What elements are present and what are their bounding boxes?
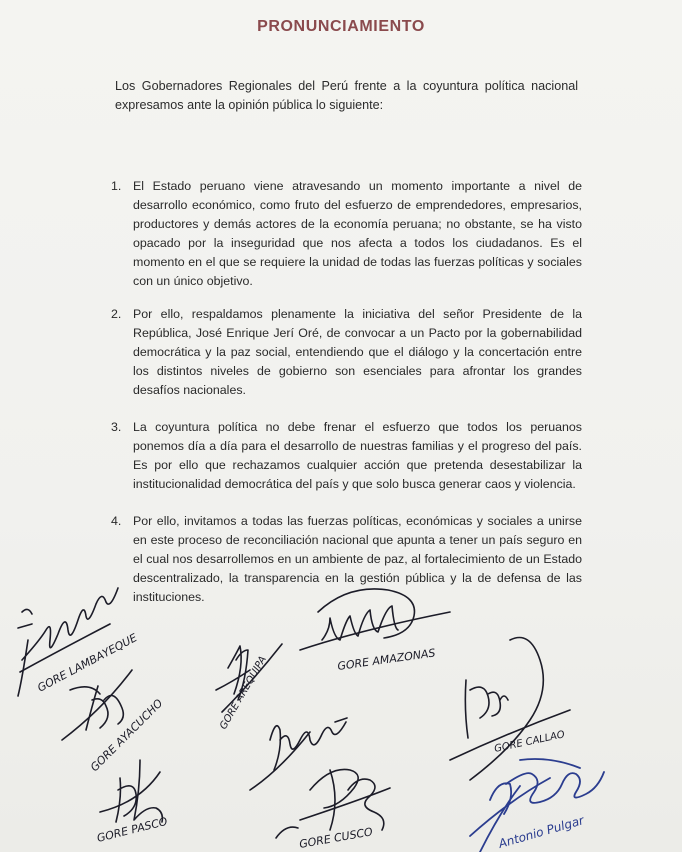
- clause-text: Por ello, invitamos a todas las fuerzas políticas, económicas y sociales a unirse en este proceso de reconciliación nacional que apunta a tener un país seguro en el cual nos desarrollemos en un ambiente de paz, al fortalecimiento de un Estado descentralizado, la transparencia en la gestión pública y la de defensa de las instituciones.: [133, 514, 582, 604]
- document-title: PRONUNCIAMIENTO: [257, 18, 425, 35]
- clause-1: [111, 177, 582, 291]
- clause-number: 4.: [111, 514, 122, 528]
- signature-label: Antonio Pulgar: [496, 813, 586, 851]
- clause-text: El Estado peruano viene atravesando un momento importante a nivel de desarrollo económico, como fruto del esfuerzo de emprendedores, empresarios, productores y demás actores de la economía peruana; no obstante, se ha visto opacado por la inseguridad que nos afecta a todos los ciudadanos. Es el momento en el que se requiere la unidad de todas las fuerzas políticas y sociales con un único objetivo.: [133, 179, 582, 288]
- intro-paragraph: Los Gobernadores Regionales del Perú frente a la coyuntura política nacional expresamos ante la opinión pública lo siguiente:: [115, 79, 578, 112]
- signature-label: GORE AREQUIPA: [218, 654, 269, 732]
- signature-label: GORE AMAZONAS: [336, 646, 437, 673]
- clause-number: 3.: [111, 420, 122, 434]
- signature-label: GORE AYACUCHO: [87, 696, 166, 775]
- signature-label: GORE CUSCO: [298, 825, 374, 851]
- signature-label: GORE PASCO: [95, 814, 169, 845]
- clause-number: 1.: [111, 179, 122, 193]
- signature-label: GORE LAMBAYEQUE: [35, 631, 140, 695]
- clause-number: 2.: [111, 307, 122, 321]
- clause-text: Por ello, respaldamos plenamente la iniciativa del señor Presidente de la República, José Enrique Jerí Oré, de convocar a un Pacto por la gobernabilidad democrática y la paz social, entendiendo que el diálogo y la concertación entre los distintos niveles de gobierno son esenciales para afrontar los grandes desafíos nacionales.: [133, 307, 582, 397]
- signature-label: GORE CALLAO: [493, 729, 566, 755]
- clause-text: La coyuntura política no debe frenar el esfuerzo que todos los peruanos ponemos día a día para el desarrollo de nuestras familias y el progreso del país. Es por ello que rechazamos cualquier acción que pretenda desestabilizar la institucionalidad democrática del país y que solo busca generar caos y violencia.: [133, 420, 582, 491]
- clause-4: [111, 512, 582, 607]
- clause-2: [111, 305, 582, 400]
- clause-3: [111, 418, 582, 494]
